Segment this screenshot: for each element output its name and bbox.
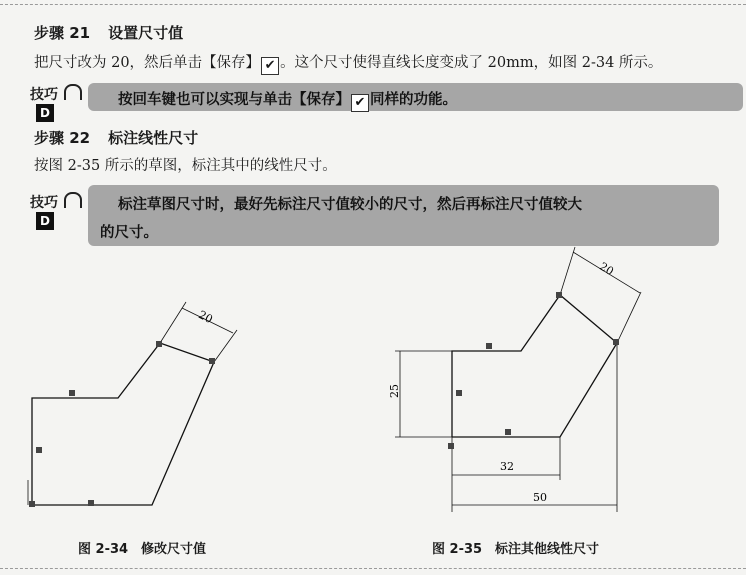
- step-21-number: 步骤 21: [34, 24, 91, 42]
- relation-marker: [209, 358, 215, 364]
- relation-marker: [456, 390, 462, 396]
- checkmark-icon: ✔: [351, 94, 369, 112]
- paragraph-save-after: 。这个尺寸使得直线长度变成了 20mm，如图 2-34 所示。: [280, 55, 663, 71]
- figure-2-35-sketch: [395, 247, 641, 512]
- relation-marker: [36, 447, 42, 453]
- profile-34: [32, 343, 214, 505]
- tip-box-icon: D: [36, 212, 54, 230]
- bottom-dashed-border: [0, 568, 746, 569]
- relation-marker: [613, 339, 619, 345]
- relation-marker: [486, 343, 492, 349]
- tip-label: 技巧: [30, 87, 58, 103]
- step-21-title: 设置尺寸值: [108, 24, 184, 42]
- extension-line: [560, 247, 575, 295]
- relation-marker: [556, 292, 562, 298]
- figure-2-35-caption: 图 2-35 标注其他线性尺寸: [432, 542, 600, 557]
- step-22-number: 步骤 22: [34, 129, 91, 147]
- figure-2-34-caption: 图 2-34 修改尺寸值: [78, 542, 207, 557]
- dim-32-label: 32: [500, 460, 514, 473]
- profile-35: [452, 295, 617, 437]
- tip-label: 技巧: [30, 195, 58, 211]
- tip-2-line1: 标注草图尺寸时，最好先标注尺寸值较小的尺寸，然后再标注尺寸值较大: [118, 196, 582, 213]
- relation-marker: [88, 500, 94, 506]
- extension-line: [214, 330, 237, 362]
- tip-2-line2: 的尺寸。: [100, 224, 158, 241]
- checkmark-icon: ✔: [261, 57, 279, 75]
- origin-marker: [29, 501, 35, 507]
- tip-1-before: 按回车键也可以实现与单击【保存】: [118, 91, 350, 108]
- origin-marker: [448, 443, 454, 449]
- relation-marker: [69, 390, 75, 396]
- paragraph-save-before: 把尺寸改为 20，然后单击【保存】: [34, 55, 261, 71]
- dim-20-label: 20: [196, 308, 215, 327]
- relation-marker: [505, 429, 511, 435]
- dim-20-label-35: 20: [597, 259, 616, 279]
- paragraph-dimension: 按图 2-35 所示的草图，标注其中的线性尺寸。: [34, 158, 337, 174]
- extension-line: [617, 292, 641, 343]
- relation-marker: [156, 341, 162, 347]
- tip-box-icon: D: [36, 104, 54, 122]
- dim-50-label: 50: [533, 491, 547, 504]
- step-22-title: 标注线性尺寸: [108, 129, 199, 147]
- tip-1-after: 同样的功能。: [370, 91, 457, 108]
- dim-25-label: 25: [388, 384, 401, 398]
- figure-2-34-sketch: [28, 302, 237, 505]
